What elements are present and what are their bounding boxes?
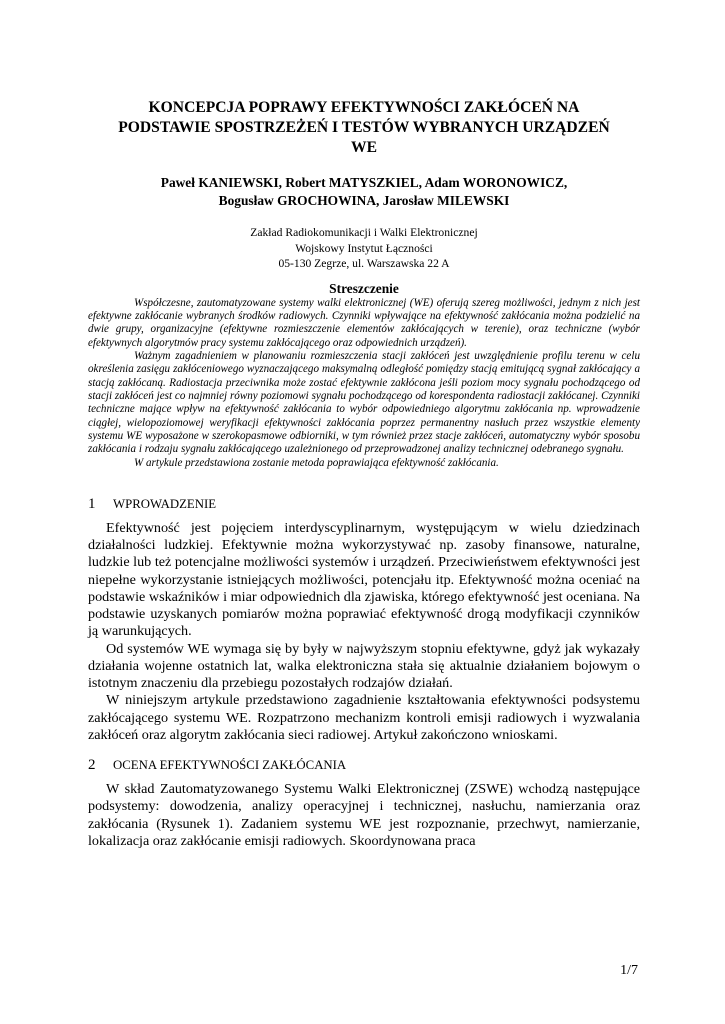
section-heading-introduction (88, 496, 640, 513)
title-line: PODSTAWIE SPOSTRZEŻEŃ I TESTÓW WYBRANYCH URZĄDZEŃ (118, 119, 610, 136)
affiliation (88, 225, 640, 272)
author-list (88, 174, 640, 210)
section-title: WPROWADZENIE (113, 496, 217, 511)
title-line: WE (351, 139, 377, 156)
abstract-heading: Streszczenie (329, 280, 399, 296)
abstract-paragraph: W artykule przedstawiona zostanie metoda poprawiająca efektywność zakłócania. (134, 456, 499, 469)
author-line: Bogusław GROCHOWINA, Jarosław MILEWSKI (218, 193, 510, 208)
body-paragraph: Od systemów WE wymaga się by były w najwyższym stopniu efektywne, gdyż jak wykazały działania wojenne ostatnich lat, walka elektroniczna stała się aktualnie działaniem bojowym o istotnym znaczeniu dla przebiegu pozostałych rodzajów działań. (88, 640, 640, 692)
affiliation-line: Zakład Radiokomunikacji i Walki Elektronicznej (250, 226, 478, 239)
affiliation-line: 05-130 Zegrze, ul. Warszawska 22 A (278, 257, 450, 270)
body-paragraph: W niniejszym artykule przedstawiono zagadnienie kształtowania efektywności podsystemu zakłócającego systemu WE. Rozpatrzono mechanizm kontroli emisji radiowych i wyzwalania zakłóceń oraz algorytm zakłócania sieci radiowej. Artykuł zakończono wnioskami. (88, 692, 640, 743)
section-number: 2 (88, 757, 96, 774)
paper-title (88, 98, 640, 158)
section-number: 1 (88, 495, 96, 512)
abstract (88, 297, 640, 470)
abstract-paragraph: Ważnym zagadnieniem w planowaniu rozmieszczenia stacji zakłóceń jest uwzględnienie profilu terenu w celu określenia zasięgu zakłóceniowego wyznaczającego maksymalną odległość pomiędzy stacją emitującą sygnał zakłócający a stacją zakłócaną. Radiostacja przeciwnika może zostać efektywnie zakłócona jeśli poziom mocy sygnału pochodzącego od stacji zakłóceń jest co najmniej równy poziomowi sygnału pochodzącego od korespondenta radiostacji zakłócanej. Czynniki techniczne mające wpływ na efektywność zakłócania to wybór odpowiedniego algorytmu zakłócania np. wprowadzenie ciągłej, wielopoziomowej weryfikacji efektywności zakłócania poprzez permanentny nasłuch przez wszystkie elementy systemu WE wyposażone w szerokopasmowe odbiorniki, w tym również przez stacje zakłóceń, automatyczny wybór sposobu zakłócania i rodzaju sygnału zakłócającego uzależnionego od przeprowadzonej analizy technicznej odebranego sygnału. (88, 349, 640, 456)
page-number: 1/7 (620, 963, 638, 978)
section-title: OCENA EFEKTYWNOŚCI ZAKŁÓCANIA (113, 758, 347, 773)
section-heading-evaluation (88, 757, 640, 774)
affiliation-line: Wojskowy Instytut Łączności (295, 241, 433, 255)
section-body-introduction (88, 520, 640, 744)
body-paragraph: W skład Zautomatyzowanego Systemu Walki Elektronicznej (ZSWE) wchodzą następujące podsystemy: dowodzenia, analizy operacyjnej i technicznej, nasłuchu, namierzania oraz zakłócania (Rysunek 1). Zadaniem systemu WE jest rozpoznanie, przechwyt, namierzanie, lokalizacja oraz zakłócanie emisji radiowych. Skoordynowana praca (88, 781, 640, 849)
author-line: Paweł KANIEWSKI, Robert MATYSZKIEL, Adam WORONOWICZ, (160, 175, 568, 190)
abstract-paragraph: Współczesne, zautomatyzowane systemy walki elektronicznej (WE) oferują szereg możliwości, jednym z nich jest efektywne zakłócanie wybranych środków radiowych. Czynniki wpływające na efektywność zakłócania można podzielić na dwie grupy, organizacyjne (efektywne rozmieszczenie elementów zakłócających w terenie), oraz techniczne (wybór efektywnych algorytmów pracy systemu zakłócającego oraz odpowiednich urządzeń). (88, 296, 640, 349)
body-paragraph: Efektywność jest pojęciem interdyscyplinarnym, występującym w wielu dziedzinach działalności ludzkiej. Efektywnie można wykorzystywać np. zasoby finansowe, naturalne, ludzkie lub też potencjalne możliwości systemów i urządzeń. Przeciwieństwem efektywności jest niepełne wykorzystanie istniejących możliwości, potencjału itp. Efektywność można oceniać na podstawie wskaźników i miar odpowiednich dla zjawiska, którego efektywność jest oceniana. Na podstawie uzyskanych pomiarów można poprawiać efektywność drogą modyfikacji czynników ją warunkujących. (88, 519, 640, 640)
title-line: KONCEPCJA POPRAWY EFEKTYWNOŚCI ZAKŁÓCEŃ NA (148, 99, 580, 116)
section-body-evaluation (88, 781, 640, 850)
paper-page (88, 98, 640, 850)
